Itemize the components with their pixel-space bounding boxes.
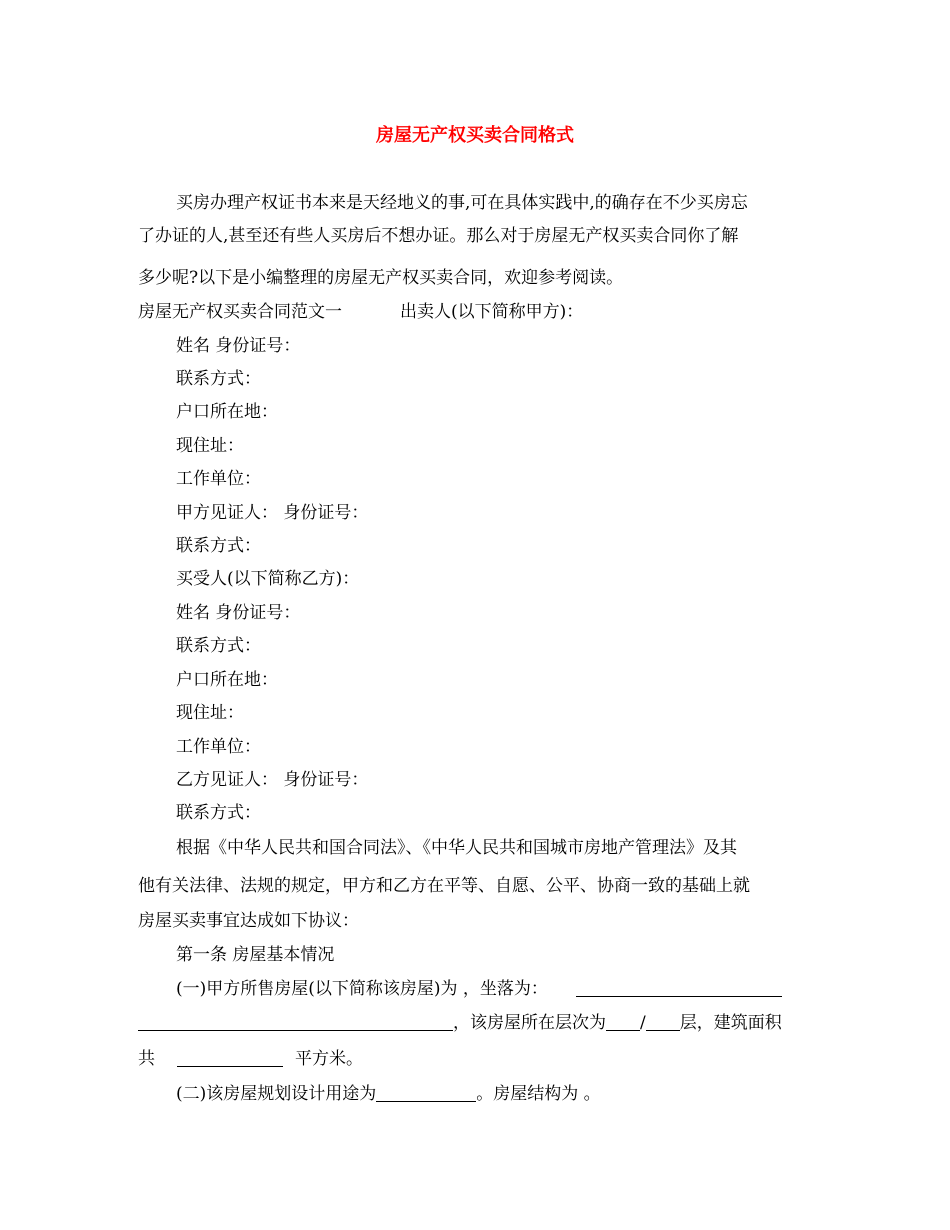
floor-slash: /: [640, 1013, 646, 1033]
seller-address: 现住址：: [176, 436, 244, 456]
total-floors-blank: [646, 1012, 680, 1031]
clause-1-line-1: [176, 977, 782, 1001]
seller-name-id: 姓名 身份证号：: [176, 336, 301, 356]
clause-1-line-2: [138, 1011, 782, 1035]
seller-witness: 甲方见证人： 身份证号：: [176, 503, 369, 523]
intro-line-1: 买房办理产权证书本来是天经地义的事,可在具体实践中,的确存在不少买房忘: [176, 193, 748, 213]
buyer-contact: 联系方式：: [176, 636, 261, 656]
clause-1-part-5: 平方米。: [295, 1049, 363, 1069]
sample-heading: 房屋无产权买卖合同范文一: [138, 302, 342, 322]
seller-hukou: 户口所在地：: [176, 402, 278, 422]
intro-line-2: 了办证的人,甚至还有些人买房后不想办证。那么对于房屋无产权买卖合同你了解: [138, 226, 739, 246]
clause-1-part-2: ，该房屋所在层次为: [453, 1013, 606, 1033]
clause-1-part-1: (一)甲方所售房屋(以下简称该房屋)为 ，坐落为：: [176, 979, 548, 999]
seller-work: 工作单位：: [176, 469, 261, 489]
location-blank: [576, 978, 782, 997]
clause-1-part-4: 共: [138, 1049, 155, 1069]
area-blank: [177, 1048, 283, 1067]
seller-heading: 出卖人(以下简称甲方)：: [400, 302, 584, 322]
clause-1-line-3: [138, 1047, 363, 1071]
usage-blank: [376, 1083, 476, 1102]
clause-2-part-1: (二)该房屋规划设计用途为: [176, 1084, 377, 1104]
buyer-witness-contact: 联系方式：: [176, 803, 261, 823]
clause-2-line: [176, 1082, 601, 1106]
seller-witness-contact: 联系方式：: [176, 536, 261, 556]
buyer-work: 工作单位：: [176, 737, 261, 757]
location-blank-continued: [138, 1012, 453, 1031]
clause-2-part-2: 。房屋结构为 。: [476, 1084, 601, 1104]
buyer-hukou: 户口所在地：: [176, 670, 278, 690]
basis-line-1: 根据《中华人民共和国合同法》、《中华人民共和国城市房地产管理法》及其: [176, 838, 737, 858]
intro-line-3: 多少呢?以下是小编整理的房屋无产权买卖合同，欢迎参考阅读。: [138, 268, 624, 288]
buyer-heading: 买受人(以下简称乙方)：: [176, 569, 360, 589]
document-title: 房屋无产权买卖合同格式: [376, 125, 574, 146]
seller-contact: 联系方式：: [176, 369, 261, 389]
buyer-witness: 乙方见证人： 身份证号：: [176, 770, 369, 790]
basis-line-2: 他有关法律、法规的规定，甲方和乙方在平等、自愿、公平、协商一致的基础上就: [138, 876, 750, 896]
buyer-name-id: 姓名 身份证号：: [176, 603, 301, 623]
floor-blank: [606, 1012, 640, 1031]
article-1-heading: 第一条 房屋基本情况: [176, 945, 335, 965]
clause-1-part-3: 层，建筑面积: [679, 1013, 782, 1033]
buyer-address: 现住址：: [176, 703, 244, 723]
basis-line-3: 房屋买卖事宜达成如下协议：: [138, 911, 359, 931]
